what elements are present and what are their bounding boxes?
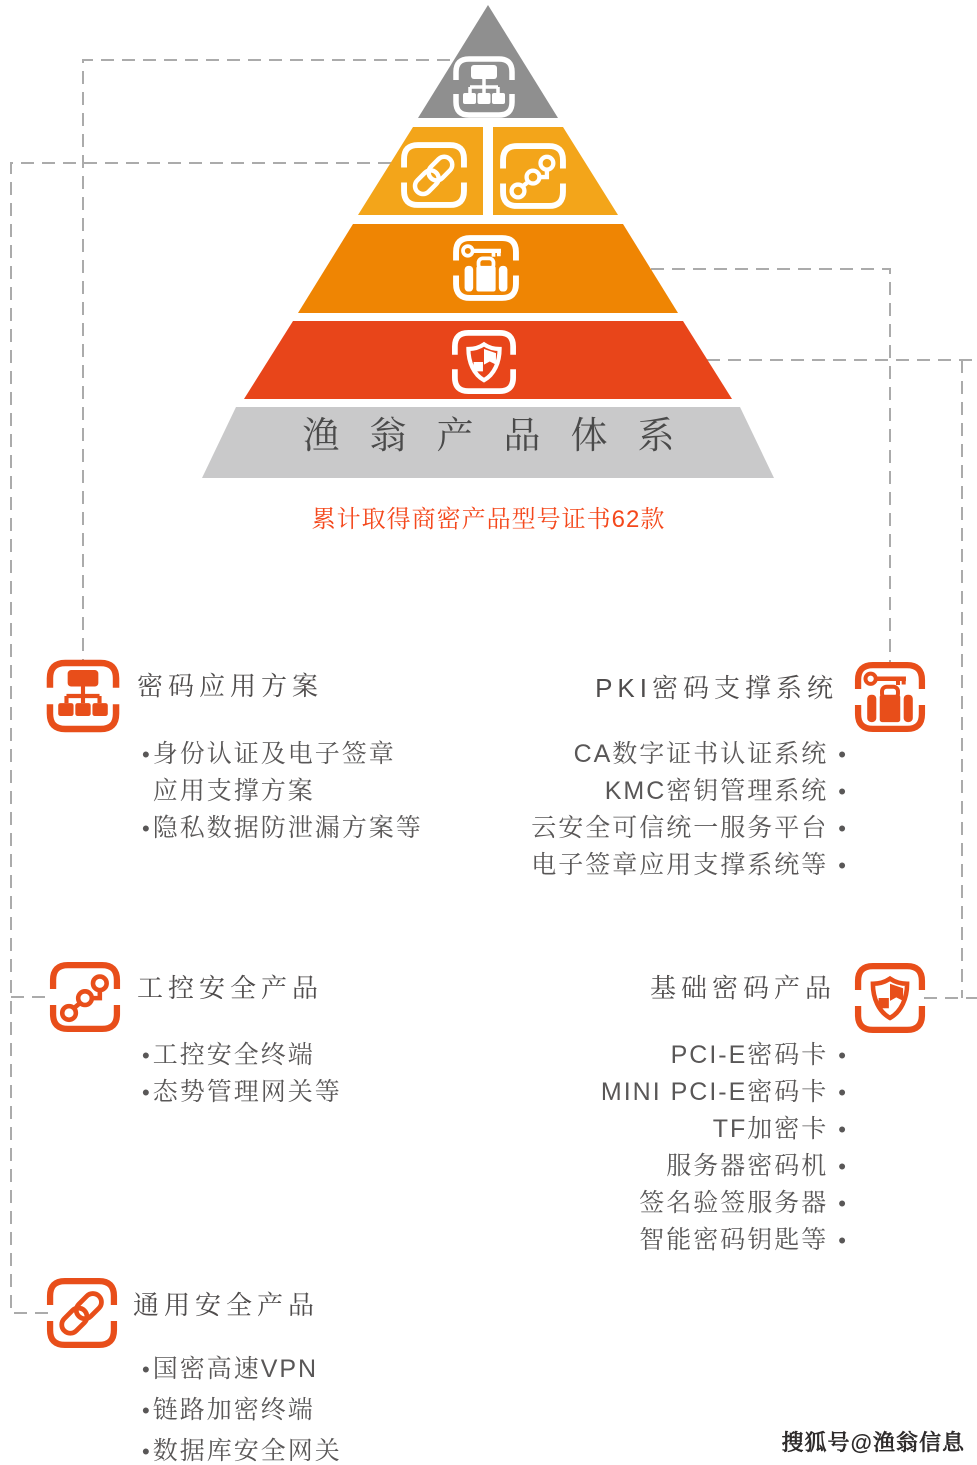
- bullet-item: [142, 1390, 342, 1431]
- bullet-item-text: 智能密码钥匙等: [639, 1226, 829, 1254]
- bullet-dot: •: [142, 1439, 150, 1464]
- bullet-dot: •: [142, 1398, 150, 1423]
- bullet-dot: •: [838, 1080, 846, 1105]
- bullet-dot: •: [838, 1043, 846, 1068]
- bullet-item: [142, 1037, 342, 1074]
- bullet-item: [142, 810, 423, 847]
- bullet-item-text: 态势管理网关等: [152, 1078, 342, 1106]
- bullet-list-crypto-application: [142, 736, 423, 847]
- sitemap-icon: [50, 663, 116, 729]
- bullet-item: [400, 1222, 846, 1259]
- bullet-dot: •: [142, 1080, 150, 1105]
- bullet-item-text: 国密高速VPN: [152, 1355, 319, 1383]
- bullet-item-text: 身份认证及电子签章: [152, 740, 396, 768]
- bullet-dot: •: [838, 779, 846, 804]
- bullet-item-text: 隐私数据防泄漏方案等: [152, 814, 423, 842]
- bullet-list-basic-crypto: [400, 1037, 846, 1259]
- bullet-item-text: CA数字证书认证系统: [573, 740, 829, 768]
- bullet-item-text: 应用支撑方案: [152, 777, 315, 805]
- bullet-dot: •: [838, 1154, 846, 1179]
- bullet-list-industrial-security: [142, 1037, 342, 1111]
- bullet-dot: •: [142, 1357, 150, 1382]
- section-title-basic-crypto: 基础密码产品: [649, 973, 836, 1003]
- bullet-item-text: MINI PCI-E密码卡: [600, 1078, 829, 1106]
- bullet-dot: •: [838, 816, 846, 841]
- bullet-item: [400, 1074, 846, 1111]
- bullet-item-text: PCI-E密码卡: [670, 1041, 829, 1069]
- bullet-item-text: 签名验签服务器: [639, 1189, 829, 1217]
- bullet-item-text: 链路加密终端: [152, 1396, 315, 1424]
- bullet-item-text: KMC密钥管理系统: [604, 777, 829, 805]
- bullet-item: [142, 736, 423, 773]
- bullet-item: [400, 1185, 846, 1222]
- bullet-item: [400, 810, 846, 847]
- section-title-pki-support: PKI密码支撑系统: [595, 673, 838, 703]
- bullet-item-text: 服务器密码机: [666, 1152, 829, 1180]
- bullet-item: [142, 1431, 342, 1465]
- bullet-dot: •: [142, 816, 150, 841]
- bullet-dot: •: [838, 853, 846, 878]
- watermark: 搜狐号@渔翁信息: [781, 1430, 965, 1455]
- bullet-item: [142, 1074, 342, 1111]
- bullet-dot: •: [142, 1043, 150, 1068]
- key-suitcase-icon: [858, 665, 922, 729]
- shield-icon: [858, 966, 922, 1030]
- section-title-general-security: 通用安全产品: [133, 1290, 320, 1320]
- route-icon: [53, 965, 117, 1029]
- certificate-caption: 累计取得商密产品型号证书62款: [311, 506, 666, 533]
- bullet-item: [142, 773, 423, 810]
- bullet-dot: •: [838, 1191, 846, 1216]
- bullet-item: [400, 1037, 846, 1074]
- section-title-crypto-application: 密码应用方案: [137, 671, 324, 701]
- bullet-item: [400, 1111, 846, 1148]
- bullet-item: [400, 1148, 846, 1185]
- pyramid-level2-left: [358, 127, 483, 215]
- bullet-dot: •: [142, 742, 150, 767]
- bullet-dot: •: [838, 742, 846, 767]
- bullet-item: [400, 773, 846, 810]
- bullet-dot: •: [838, 1117, 846, 1142]
- bullet-list-pki-support: [400, 736, 846, 884]
- bullet-item-text: TF加密卡: [712, 1115, 829, 1143]
- bullet-item-text: 工控安全终端: [152, 1041, 315, 1069]
- bullet-item: [400, 847, 846, 884]
- bullet-item-text: 云安全可信统一服务平台: [531, 814, 829, 842]
- bullet-list-general-security: [142, 1349, 342, 1465]
- pyramid-base-title: 渔翁产品体系: [302, 415, 705, 456]
- chain-icon: [50, 1281, 114, 1345]
- bullet-item-text: 数据库安全网关: [152, 1437, 342, 1465]
- bullet-item: [400, 736, 846, 773]
- section-title-industrial-security: 工控安全产品: [137, 973, 324, 1003]
- bullet-dot: •: [838, 1228, 846, 1253]
- bullet-item: [142, 1349, 342, 1390]
- bullet-item-text: 电子签章应用支撑系统等: [531, 851, 829, 879]
